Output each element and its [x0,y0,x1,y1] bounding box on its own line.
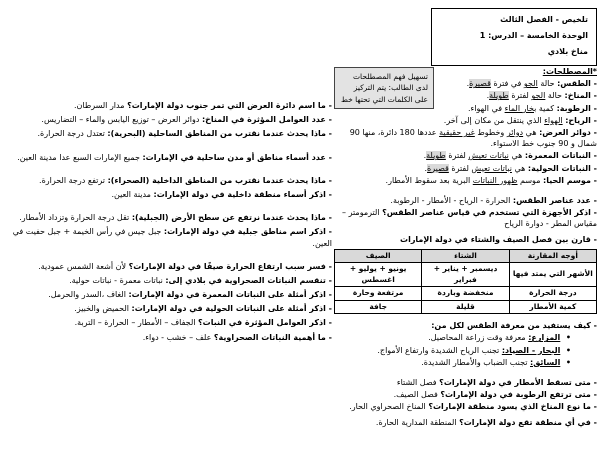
text-segment: - اذكر أمثلة على النباتات الحولية في دولة الإمارات: [131,304,332,314]
text-segment: - المناخ: [564,91,597,101]
text-segment: - موسم الحيا: [543,175,597,185]
text-segment: عددها 180 دائرة، منها 90 شمال و 90 جنوب خط الاستواء. [349,127,597,149]
text-segment: الحرارة - الرياح - الأمطار - الرطوبة. [390,195,513,205]
text-segment: قصيرة [469,79,491,89]
table-row [335,300,597,314]
text-segment: الجفاف – الأمطار – الحرارة – التربة. [74,318,199,328]
text-line [8,212,332,223]
final-qa-line [334,417,597,428]
qa-group [8,100,332,140]
text-segment: المزارع: [528,333,561,343]
comparison-heading [334,234,597,245]
text-segment: مدار السرطان. [73,101,128,110]
benefit-bullet-list [334,332,597,368]
text-segment: - النباتات الحولية: [527,163,597,173]
header-box [431,8,597,66]
qa-group [8,152,332,163]
text-segment: المناخ الصحراوي الحار. [349,402,429,412]
qa-lines [334,377,597,413]
text-segment: نباتات تعيش [471,163,512,173]
table-cell: الأشهر التي يمتد فيها [509,263,596,287]
text-segment: السائق: [530,357,561,367]
text-line [8,303,332,314]
qa-group [8,212,332,249]
text-line [334,345,571,356]
text-segment: الهواء [544,115,563,125]
text-segment: - عدد العوامل المؤثرة في المناخ: [201,115,332,125]
text-line [334,175,597,186]
text-segment: هي [523,127,540,137]
text-line [8,226,332,248]
text-segment: - الرياح: [565,115,597,125]
text-line [8,189,332,200]
text-line [8,261,332,272]
text-segment: لفترة [445,151,469,161]
text-segment: الجو [523,79,538,89]
text-line [8,128,332,139]
text-line [8,100,332,111]
text-segment: - ما نوع المناخ الذي يسود منطقة الإمارات؟ [428,402,597,412]
table-cell: جافة [335,300,422,314]
text-segment: - كيف يستفيد من معرفة الطقس لكل من: [431,321,597,331]
text-segment: - فسر سبب ارتفاع الحرارة صيفًا في دولة الإمارات؟ [128,261,332,271]
text-segment: الغاف ،السدر والحرمل. [48,290,129,300]
text-segment: تقل درجة الحرارة وتزداد الأمطار. [19,213,132,223]
text-segment: - اذكر العوامل المؤثرة في النبات؟ [198,318,332,328]
header-lesson-title: مناخ بلادي [547,47,588,56]
text-line [334,207,597,229]
table-cell: درجة الحرارة [509,287,596,301]
text-segment: في الهواء. [468,103,505,113]
text-line [8,332,332,343]
text-segment: - متى تسقط الأمطار في دولة الإمارات؟ [439,377,597,387]
text-segment: لفترة [508,91,532,101]
text-segment: هي [511,163,528,173]
header-unit-lesson: الوحدة الخامسة – الدرس: 1 [479,31,588,40]
text-segment: ظهور النباتات [472,175,518,185]
text-segment: - اذكر أمثلة على النباتات المعمرة في دولة الإمارات: [128,290,332,300]
text-line [334,115,597,126]
text-line [334,377,597,388]
text-segment: - متى ترتفع الرطوبة في دولة الإمارات؟ [440,390,597,400]
text-segment: - اذكر أسماء منطقة داخلية في دولة الإمارات: [153,189,332,199]
table-cell: مرتفعة وحارة [335,287,422,301]
text-line [8,317,332,328]
text-segment: الحميض والخبيز. [74,304,132,314]
text-segment: قصيرة [427,163,449,173]
text-segment: تجنب الرياح الشديدة وارتفاع الأمواج. [377,345,502,355]
text-segment: *المصطلحات: [542,67,597,76]
text-segment: حالة [537,79,558,89]
season-comparison-table [334,249,597,315]
text-segment: طويلة [489,91,509,101]
text-segment: . [424,163,428,173]
text-segment: - دوائر العرض: [539,127,597,137]
text-segment: لأن أشعة الشمس عمودية. [38,261,129,271]
table-cell: قليلة [422,300,509,314]
text-segment: - تنقسم النباتات الصحراوية في بلادي إلى: [165,275,332,285]
text-segment: لفترة [448,163,472,173]
text-segment: - اذكر الأجهزة التي تستخدم في قياس عناصر الطقس؟ [382,208,597,218]
text-line [8,114,332,125]
qa-group [8,175,332,200]
text-segment: - ماذا يحدث عندما نقترب من المناطق الداخلية (الصحراء): [107,175,332,185]
weather-elements-lines [334,195,597,230]
text-segment: ترتفع درجة الحرارة. [39,175,108,185]
text-segment: الذي ينتقل من مكان إلى آخر. [443,115,545,125]
text-segment: المنطقة المدارية الحارة. [375,418,460,428]
text-segment: الجو [531,91,546,101]
text-line [8,275,332,286]
text-segment: حالة [545,91,565,101]
table-cell: ديسمبر + يناير + فبراير [422,263,509,287]
text-line [334,150,597,161]
text-segment: معرفة وقت زراعة المحاصيل. [428,333,529,343]
text-line [334,127,597,149]
header-chapter-title: تلخيص - الفصل الثالث [500,15,588,24]
left-column [8,100,332,355]
text-segment: - عدد عناصر الطقس: [512,195,597,205]
text-segment: دوائر [506,127,524,137]
text-line [8,152,332,163]
text-segment: في فترة [490,79,524,89]
text-line [8,289,332,300]
text-segment: علف – خشب - دواء. [142,332,214,342]
text-segment: طويلة [426,151,446,161]
text-segment: - ماذا يحدث عندما نرتفع عن سطح الأرض (الجبلية): [131,213,332,223]
benefit-heading [334,320,597,331]
text-segment: تعتدل درجة الحرارة. [37,129,108,139]
text-segment: - الطقس: [557,79,597,89]
table-header-cell: الشتاء [422,249,509,263]
text-line [334,389,597,400]
text-segment: مدينة العين. [111,189,154,199]
table-header-cell: الصيف [335,249,422,263]
text-segment: بخار الماء [504,103,537,113]
text-line [334,357,571,368]
text-segment: فصل الشتاء [396,377,440,387]
text-segment: - قارن بين فصل الصيف والشتاء في دولة الإمارات [400,235,597,245]
spacer [334,187,597,195]
text-segment: جميع الإمارات السبع عدا مدينة العين. [17,152,143,162]
text-segment: وخطوط [474,127,507,137]
text-segment: - في أي منطقة تقع دولة الإمارات؟ [459,418,597,428]
text-segment: الترمومتر – مقياس المطر - دوارة الرياح [342,208,597,229]
text-segment: . [423,151,427,161]
text-segment: غير حقيقية [439,127,475,137]
qa-group [8,261,332,343]
text-segment: . [466,79,470,89]
text-segment: - عدد أسماء مناطق أو مدن ساحلية في الإمارات: [142,152,332,162]
text-line [334,195,597,206]
text-segment: هي [508,151,525,161]
text-segment: كمية [536,103,557,113]
text-line [334,401,597,412]
table-header-row [335,249,597,263]
table-row [335,287,597,301]
text-line [8,175,332,186]
text-segment: - ما اسم دائرة العرض التي تمر جنوب دولة الإمارات؟ [127,101,332,110]
text-segment: موسم [517,175,544,185]
text-segment: البحار - الصياد: [501,345,561,355]
right-column [334,66,597,430]
text-segment: جبل جيس في رأس الخيمة + جبل حفيت في العين. [12,227,332,248]
text-segment: دوائر العرض – توزيع اليابس والماء – التضاريس. [41,115,202,125]
text-segment: فصل الصيف. [393,390,441,400]
table-cell: منخفضة وباردة [422,287,509,301]
text-segment: تجنب الضباب والأمطار الشديدة. [421,357,530,367]
text-segment: - الرطوبة: [556,103,597,113]
table-header-cell: أوجه المقارنة [509,249,596,263]
text-segment: . [486,91,490,101]
teacher-note-box: تسهيل فهم المصطلحات لدى الطالب: يتم التركيز على الكلمات التي تحتها خط [334,67,434,109]
text-segment: - ما أهمية النباتات الصحراوية؟ [213,332,332,342]
text-segment: البرية بعد سقوط الأمطار. [385,175,473,185]
table-cell: كمية الأمطار [509,300,596,314]
table-cell: يونيو + يوليو + اغسطس [335,263,422,287]
text-segment: - ماذا يحدث عندما نقترب من المناطق الساحلية (البحرية): [107,129,332,139]
text-segment: نباتات معمرة - نباتات حولية. [69,275,166,285]
spacer [334,369,597,377]
text-line [334,163,597,174]
text-segment: نباتات تعيش [468,151,509,161]
text-segment: - اذكر اسم مناطق جبلية في دولة الإمارات: [163,227,332,237]
text-line [334,332,571,343]
text-segment: - النباتات المعمرة: [524,151,597,161]
table-row [335,263,597,287]
